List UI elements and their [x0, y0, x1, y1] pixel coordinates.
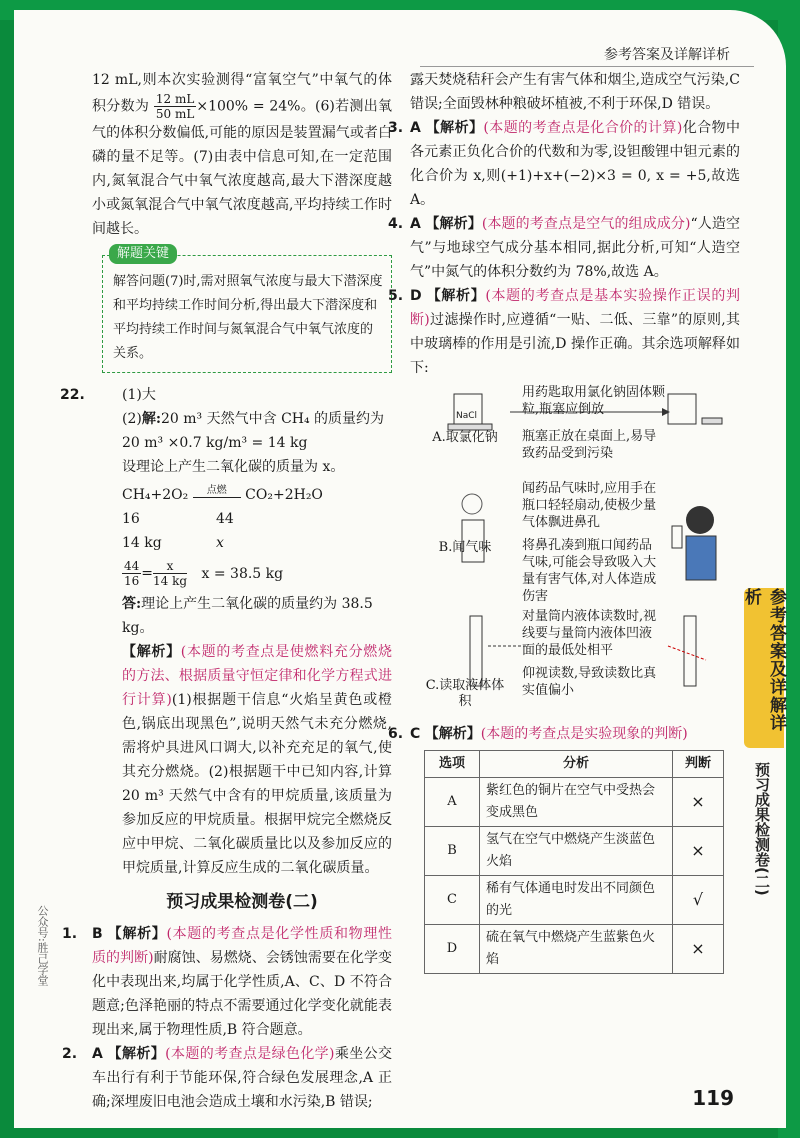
question-2 [62, 1042, 393, 1114]
cylinder-left [470, 616, 482, 686]
reactants: CH₄+2O₂ [122, 487, 189, 503]
text: (2) [122, 411, 142, 427]
figure-notes [522, 608, 662, 699]
answer-letter: D [410, 288, 422, 304]
text: 20 m³ 天然气中含 CH₄ 的质量约为 20 m³ ×0.7 kg/m³ = 14 kg [122, 411, 385, 451]
proportion: $\frac{44}{16}$ = $\frac{x}{14 kg}$ x = 38.5 kg [124, 559, 284, 588]
watermark: 公众号:胜己学堂 [36, 905, 49, 986]
figure-label: B.闻气味 [438, 540, 492, 555]
fraction [153, 559, 187, 588]
analysis-tag: 【解析】 [107, 1046, 166, 1062]
right-column [388, 68, 741, 974]
exam-point: (本题的考查点是实验现象的判断) [480, 726, 688, 742]
fraction [122, 559, 141, 588]
solution-label: 解: [141, 411, 162, 427]
question-number: 22. [60, 387, 85, 403]
assumption: 设理论上产生二氧化碳的质量为 x。 [122, 459, 345, 475]
key-point-tag: 解题关键 [109, 244, 177, 264]
cell-judgement: × [673, 925, 724, 974]
chemical-equation [122, 483, 392, 507]
question-number: 1. [62, 926, 78, 942]
analysis [122, 640, 392, 880]
answer-label: 答: [122, 596, 142, 612]
cell-judgement: × [673, 827, 724, 876]
analysis-table [424, 750, 724, 974]
actual-mass-row [122, 531, 392, 555]
cell-option: A [425, 778, 480, 827]
exam-point: (本题的考查点是基本实验操作正误的判断) [410, 288, 741, 328]
cell-judgement: √ [673, 876, 724, 925]
molar-mass-row [122, 507, 392, 531]
numerator: x [153, 559, 187, 574]
figure-notes [522, 384, 666, 462]
question-number: 2. [62, 1046, 78, 1062]
answer-part2 [122, 407, 392, 455]
person-head-icon [686, 506, 714, 534]
analysis-text: 过滤操作时,应遵循“一贴、二低、三靠”的原则,其中玻璃棒的作用是引流,D 操作正确。其余选项解释如下: [410, 312, 740, 376]
numerator: 44 [124, 559, 140, 573]
nacl-label: NaCl [456, 411, 478, 421]
section-title: 预习成果检测卷(二) [166, 892, 318, 912]
key-point-text: 解答问题(7)时,需对照氧气浓度与最大下潜深度和平均持续工作时间分析,得出最大下潜深度和平均持续工作时间与氮氧混合气中氧气浓度的关系。 [113, 274, 383, 361]
figure-c [410, 608, 740, 718]
question-5-text [410, 284, 740, 380]
question-2-text [92, 1042, 392, 1114]
answer-line [122, 592, 392, 640]
figure-label: A.取氯化钠 [432, 430, 498, 445]
analysis-tag: 【解析】 [426, 288, 486, 304]
hand-icon [462, 494, 482, 514]
correct-note: 闻药品气味时,应用手在瓶口轻轻扇动,使极少量气体飘进鼻孔 [522, 481, 657, 530]
held-bottle [672, 526, 682, 548]
table-header-row [425, 751, 724, 778]
figure-a [410, 384, 740, 476]
cylinder-right [684, 616, 696, 686]
question-1 [62, 922, 393, 1042]
q2-continuation: 露天焚烧秸秆会产生有害气体和烟尘,造成空气污染,C 错误;全面毁林种粮破坏植被,不利于环保,D 错误。 [410, 72, 740, 112]
bottle-right [668, 394, 696, 424]
answer-part1: (1)大 [122, 387, 156, 403]
denominator: 16 [124, 574, 140, 588]
header-option: 选项 [425, 751, 480, 778]
figure-label: C.读取液体体积 [425, 678, 505, 709]
question-number: 5. [388, 288, 404, 304]
cell-option: C [425, 876, 480, 925]
cell-analysis: 硫在氧气中燃烧产生蓝紫色火焰 [480, 925, 673, 974]
running-header: 参考答案及详解详析 [604, 47, 730, 63]
figure-b [410, 480, 740, 604]
exam-point: (本题的考查点是空气的组成成分) [481, 216, 691, 232]
cell-analysis: 稀有气体通电时发出不同颜色的光 [480, 876, 673, 925]
side-tab: 参考答案及详解详析 [744, 588, 784, 748]
table-row [425, 876, 724, 925]
wrong-note: 将鼻孔凑到瓶口闻药品气味,可能会导致吸入大量有害气体,对人体造成伤害 [522, 538, 657, 604]
fraction [154, 92, 196, 121]
numerator: 12 mL [155, 92, 195, 106]
analysis-tag: 【解析】 [424, 726, 481, 742]
denominator: 14 kg [153, 574, 188, 588]
cell-judgement: × [673, 778, 724, 827]
question-6 [388, 722, 740, 746]
text: 12 mL,则本次实验测得“富氧空气”中氧气的体积分数为 [92, 72, 392, 115]
cell-option: D [425, 925, 480, 974]
figure-notes [522, 480, 658, 605]
products: CO₂+2H₂O [245, 487, 323, 503]
exam-point: (本题的考查点是使燃料充分燃烧的方法、根据质量守恒定律和化学方程式进行计算) [122, 644, 393, 708]
analysis-tag: 【解析】 [122, 644, 181, 660]
question-22 [60, 383, 393, 880]
exam-point: (本题的考查点是绿色化学) [165, 1046, 335, 1062]
table-row [425, 925, 724, 974]
analysis-text: 耐腐蚀、易燃烧、会锈蚀需要在化学变化中表现出来,均属于化学性质,A、C、D 不符合题意;色泽艳丽的特点不需要通过化学变化就能表现出来,属于物理性质,B 符合题意。 [92, 950, 393, 1038]
analysis-tag: 【解析】 [425, 120, 484, 136]
ch4-mass: 16 [122, 511, 140, 527]
question-number: 6. [388, 726, 404, 742]
answer-letter: B [92, 926, 103, 942]
answer-letter: A [410, 120, 421, 136]
question-4-text [410, 212, 740, 284]
question-number: 4. [388, 216, 404, 232]
analysis-text: 乘坐公交车出行有利于节能环保,符合绿色发展理念,A 正确;深埋废旧电池会造成土壤和水污染,B 错误; [92, 1046, 393, 1110]
q21-continuation [92, 68, 392, 241]
analysis-tag: 【解析】 [425, 216, 482, 232]
result: x = 38.5 kg [201, 565, 284, 582]
question-4 [388, 212, 740, 284]
question-3-text [410, 116, 740, 212]
side-section-label: 预习成果检测卷(二) [753, 762, 771, 896]
sight-line-low [668, 646, 706, 660]
stopper-right [702, 418, 722, 424]
analysis-text: 化合物中各元素正负化合价的代数和为零,设钽酸锂中钽元素的化合价为 x,则(+1)+x+(−2)×3 = 0, x = +5,故选 A。 [410, 120, 740, 208]
analysis-tag: 【解析】 [107, 926, 167, 942]
header-judgement: 判断 [673, 751, 724, 778]
table-row [425, 827, 724, 876]
co2-unknown: x [216, 535, 224, 551]
analysis-text: (1)根据题干信息“火焰呈黄色或橙色,锅底出现黑色”,说明天然气未充分燃烧,需将炉具进风口调大,以补充充足的氧气,使其充分燃烧。(2)根据题干中已知内容,计算 20 m³ 天然气中含有的甲烷质量,该质量为参加反应的甲烷质量。根据甲烷完全燃烧反应中甲烷、二氧化碳质量比以及参加反应的甲烷质量,计算反应生成的二氧化碳质量。 [122, 692, 392, 876]
question-5 [388, 284, 741, 380]
correct-note: 对量筒内液体读数时,视线要与量筒内液体凹液面的最低处相平 [522, 609, 657, 658]
person-body-icon [686, 536, 716, 580]
co2-mass: 44 [216, 511, 234, 527]
wrong-note: 瓶塞正放在桌面上,易导致药品受到污染 [522, 429, 657, 461]
denominator: 50 mL [155, 107, 195, 121]
answer-letter: C [410, 726, 421, 742]
question-6-text [410, 722, 740, 746]
cell-analysis: 紫红色的铜片在空气中受热会变成黑色 [480, 778, 673, 827]
question-1-text [92, 922, 392, 1042]
condition: 点燃 [193, 485, 241, 498]
wrong-note: 仰视读数,导致读数比真实值偏小 [522, 666, 657, 698]
answer-letter: A [92, 1046, 103, 1062]
correct-note: 用药匙取用氯化钠固体颗粒,瓶塞应倒放 [522, 385, 666, 417]
header-rule [420, 66, 754, 67]
answer-letter: A [410, 216, 421, 232]
text: ×100% = 24%。(6)若测出氧气的体积分数偏低,可能的原因是装置漏气或者白磷的量不足等。(7)由表中信息可知,在一定范围内,氮氧混合气中氧气浓度越高,最大下潜深度越小或氮氧混合气中氧气浓度越高,平均持续工作时间越长。 [92, 98, 393, 237]
exam-point: (本题的考查点是化学性质和物理性质的判断) [92, 926, 393, 966]
table-row [425, 778, 724, 827]
header-analysis: 分析 [480, 751, 673, 778]
cell-analysis: 氢气在空气中燃烧产生淡蓝色火焰 [480, 827, 673, 876]
answer-text: 理论上产生二氧化碳的质量约为 38.5 kg。 [122, 596, 373, 636]
ch4-actual: 14 kg [122, 535, 162, 551]
analysis-text: “人造空气”与地球空气成分基本相同,据此分析,可知“人造空气”中氮气的体积分数约为 78%,故选 A。 [410, 216, 740, 280]
left-column [60, 68, 393, 1114]
exam-point: (本题的考查点是化合价的计算) [483, 120, 683, 136]
page-number: 119 [692, 1086, 734, 1110]
question-3 [388, 116, 740, 212]
key-point-box [102, 246, 392, 373]
question-number: 3. [388, 120, 404, 136]
cell-option: B [425, 827, 480, 876]
